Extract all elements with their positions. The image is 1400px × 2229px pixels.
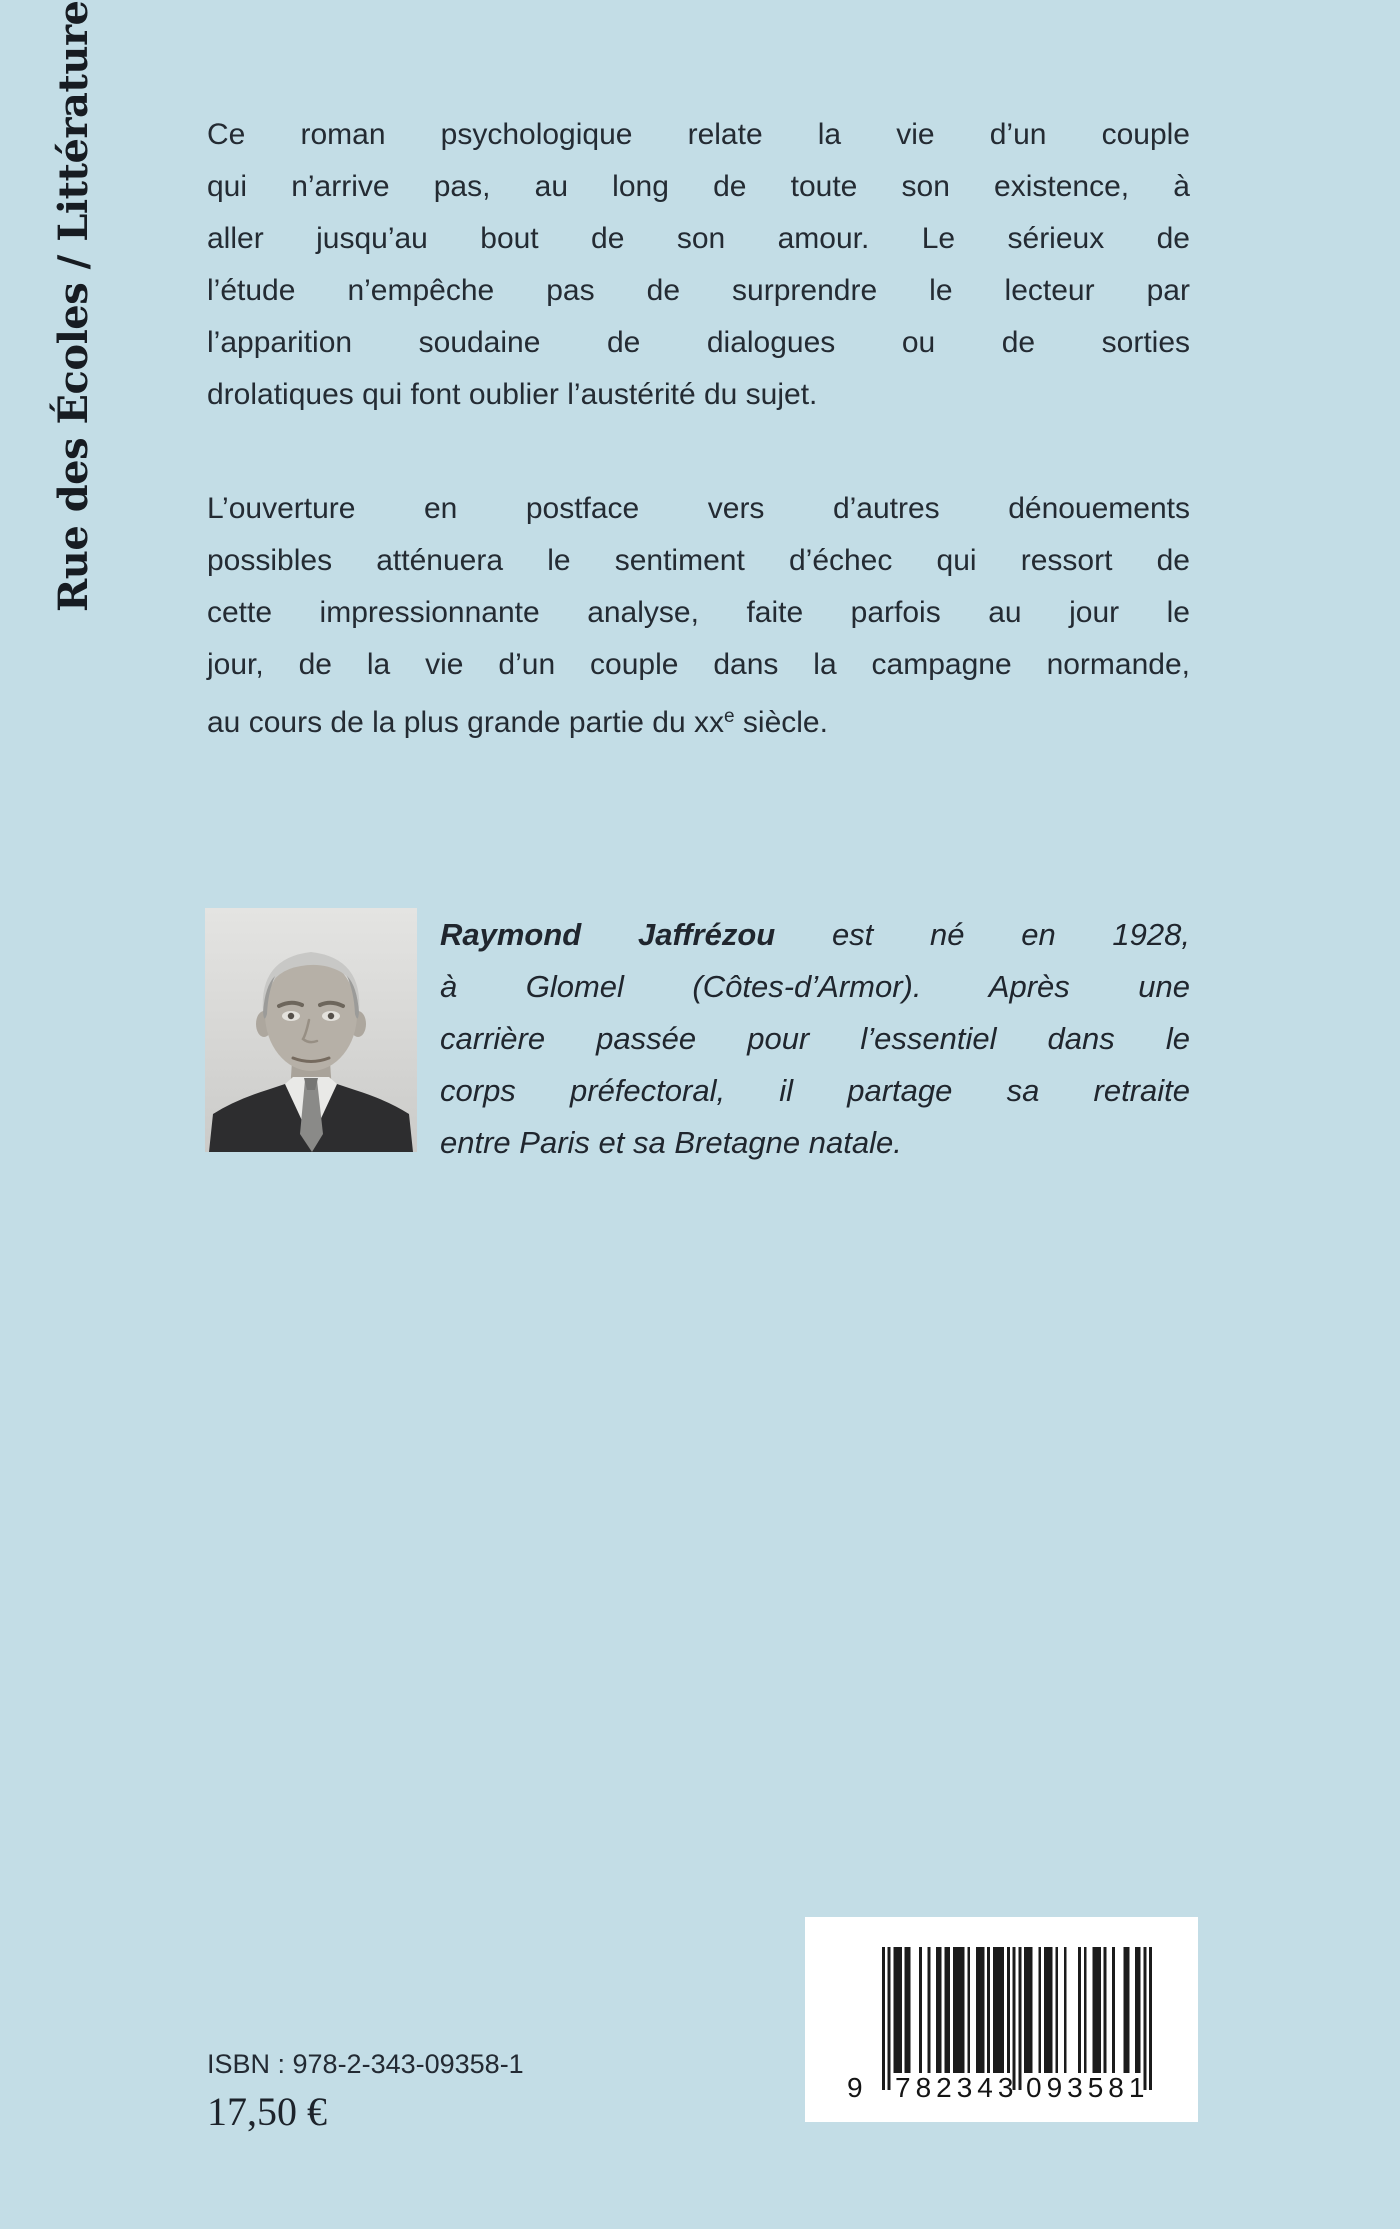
synopsis-line-text: au cours de la plus grande partie du xx xyxy=(207,706,724,739)
bio-line: à Glomel (Côtes-d’Armor). Après une xyxy=(440,969,1190,1004)
synopsis-line: Ce roman psychologique relate la vie d’un couple xyxy=(207,118,1190,151)
synopsis-line: qui n’arrive pas, au long de toute son existence, à xyxy=(207,170,1190,203)
synopsis-line-text: siècle. xyxy=(734,706,828,739)
barcode-digit-first: 9 xyxy=(847,2072,863,2103)
bio-line: entre Paris et sa Bretagne natale. xyxy=(440,1125,902,1160)
price-text: 17,50 € xyxy=(207,2089,327,2134)
synopsis-paragraph-1 xyxy=(207,109,1190,421)
barcode-digits xyxy=(805,2072,1198,2116)
synopsis-line: cette impressionnante analyse, faite parfois au jour le xyxy=(207,596,1190,629)
synopsis-line: possibles atténuera le sentiment d’échec qui ressort de xyxy=(207,544,1190,577)
bio-line-text: est né en 1928, xyxy=(775,917,1190,952)
isbn-text: ISBN : 978-2-343-09358-1 xyxy=(207,2049,524,2079)
synopsis-paragraph-2 xyxy=(207,483,1190,749)
author-photo xyxy=(205,908,417,1152)
synopsis-line: l’étude n’empêche pas de surprendre le lecteur par xyxy=(207,274,1190,307)
synopsis-line: L’ouverture en postface vers d’autres dénouements xyxy=(207,492,1190,525)
barcode xyxy=(805,1917,1198,2122)
barcode-digits-left: 782343 xyxy=(895,2072,1019,2103)
barcode-bars xyxy=(882,1947,1152,2090)
synopsis-line: aller jusqu’au bout de son amour. Le sérieux de xyxy=(207,222,1190,255)
synopsis-line: jour, de la vie d’un couple dans la campagne normande, xyxy=(207,648,1190,681)
synopsis-line: drolatiques qui font oublier l’austérité du sujet. xyxy=(207,378,818,411)
bio-line xyxy=(440,909,1190,961)
collection-label: Rue des Écoles / Littérature xyxy=(50,0,97,612)
synopsis-line xyxy=(207,691,1190,749)
collection-label-vertical xyxy=(44,0,108,612)
bio-line: corps préfectoral, il partage sa retraite xyxy=(440,1073,1190,1108)
author-bio xyxy=(440,909,1190,1169)
synopsis xyxy=(207,109,1190,749)
bio-line: carrière passée pour l’essentiel dans le xyxy=(440,1021,1190,1056)
author-name: Raymond Jaffrézou xyxy=(440,917,776,952)
superscript-e: e xyxy=(724,706,735,727)
barcode-digits-right: 093581 xyxy=(1026,2072,1150,2103)
synopsis-line: l’apparition soudaine de dialogues ou de sorties xyxy=(207,326,1190,359)
